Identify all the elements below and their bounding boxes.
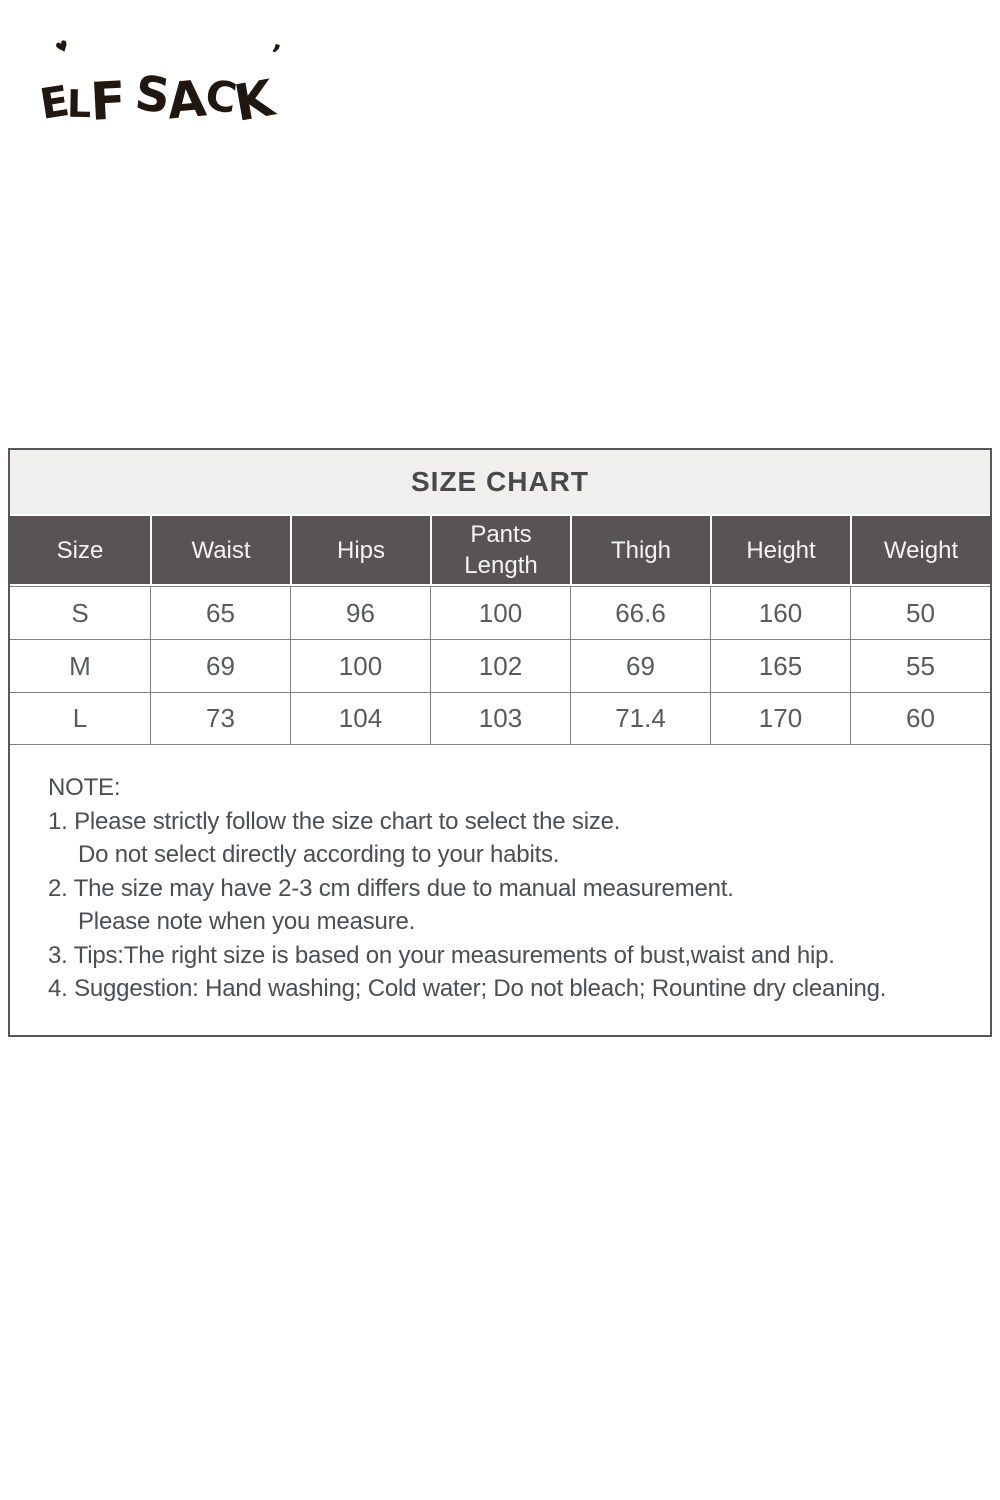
size-chart-title: SIZE CHART: [411, 466, 589, 497]
cell-thigh: 71.4: [570, 692, 710, 745]
column-header-pants-length: Pants Length: [430, 514, 570, 586]
note-section: [10, 745, 990, 1035]
column-header-hips: Hips: [290, 514, 430, 586]
cell-size: S: [10, 586, 150, 639]
cell-height: 160: [710, 586, 850, 639]
logo-letter-e: E: [36, 76, 73, 129]
note-line-2: 2. The size may have 2-3 cm differs due to manual measurement.: [48, 874, 734, 902]
cell-size: L: [10, 692, 150, 745]
logo-letter-f: F: [88, 71, 128, 133]
size-table-row-l: [10, 692, 990, 745]
column-header-thigh: Thigh: [570, 514, 710, 586]
cell-pants-length: 100: [430, 586, 570, 639]
cell-hips: 104: [290, 692, 430, 745]
size-chart-title-bar: [10, 450, 990, 514]
note-line-2b: Please note when you measure.: [78, 908, 416, 935]
logo-letter-s: S: [132, 65, 174, 125]
size-table: [10, 514, 990, 745]
cell-weight: 55: [850, 639, 990, 692]
logo-letter-a: A: [164, 69, 209, 131]
note-line-1: 1. Please strictly follow the size chart to select the size.: [48, 807, 621, 835]
note-heading: NOTE:: [48, 774, 121, 801]
logo-letter-l: L: [66, 81, 92, 127]
tick-mark-icon: ’: [266, 39, 284, 71]
size-table-row-m: [10, 639, 990, 692]
size-chart-panel: [8, 448, 992, 1037]
column-header-height: Height: [710, 514, 850, 586]
column-header-waist: Waist: [150, 514, 290, 586]
size-table-row-s: [10, 586, 990, 639]
cell-size: M: [10, 639, 150, 692]
size-table-header-row: [10, 514, 990, 586]
cell-weight: 60: [850, 692, 990, 745]
cell-waist: 65: [150, 586, 290, 639]
cell-pants-length: 103: [430, 692, 570, 745]
cell-thigh: 66.6: [570, 586, 710, 639]
cell-hips: 100: [290, 639, 430, 692]
column-header-weight: Weight: [850, 514, 990, 586]
cell-waist: 73: [150, 692, 290, 745]
note-line-1b: Do not select directly according to your habits.: [78, 841, 560, 868]
cell-thigh: 69: [570, 639, 710, 692]
heart-icon: ♥: [52, 36, 73, 59]
note-line-4: 4. Suggestion: Hand washing; Cold water; Do not bleach; Rountine dry cleaning.: [48, 975, 887, 1002]
logo-letter-c: C: [201, 69, 240, 124]
brand-logo: [36, 36, 284, 133]
note-line-3: 3. Tips:The right size is based on your measurements of bust,waist and hip.: [48, 941, 835, 969]
logo-letter-k: K: [229, 69, 278, 133]
cell-height: 165: [710, 639, 850, 692]
cell-hips: 96: [290, 586, 430, 639]
cell-pants-length: 102: [430, 639, 570, 692]
column-header-size: Size: [10, 514, 150, 586]
cell-weight: 50: [850, 586, 990, 639]
cell-height: 170: [710, 692, 850, 745]
cell-waist: 69: [150, 639, 290, 692]
